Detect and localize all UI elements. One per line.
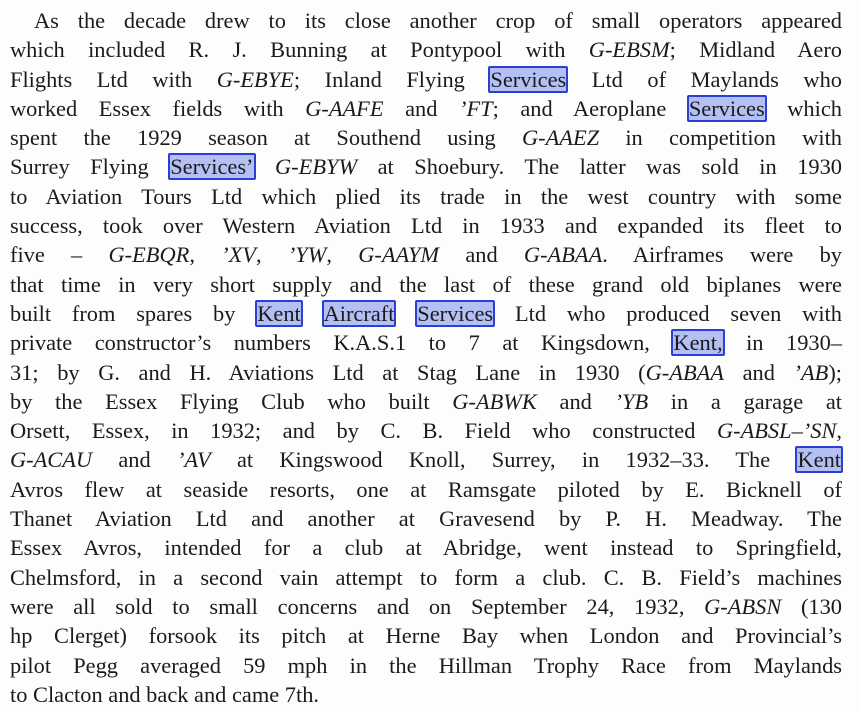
body-paragraph xyxy=(10,6,842,709)
text-line xyxy=(10,680,842,709)
aircraft-registration: ’AB xyxy=(793,359,829,385)
aircraft-registration: G-AAYM xyxy=(358,242,440,268)
text-segment: As the decade drew to its close another crop of small operators appeared xyxy=(34,8,842,33)
highlighted-term: Services xyxy=(417,300,494,326)
highlighted-term: Kent xyxy=(797,447,841,473)
text-segment: by the Essex Flying Club who built xyxy=(10,388,453,414)
text-segment: and xyxy=(439,242,524,268)
aircraft-registration: G-ACAU xyxy=(10,447,93,473)
text-segment: in competition with xyxy=(599,125,842,151)
text-segment: in a garage at xyxy=(648,388,842,414)
text-line xyxy=(10,152,842,181)
aircraft-registration: G-ABSL xyxy=(716,418,792,444)
text-line xyxy=(10,592,842,621)
text-segment: Ltd of Maylands who xyxy=(567,66,842,92)
aircraft-registration: G-AAEZ xyxy=(521,125,600,151)
text-segment xyxy=(302,301,323,326)
text-segment: spent the 1929 season at Southend using xyxy=(10,125,522,151)
aircraft-registration: G-ABAA xyxy=(523,242,603,268)
text-segment: and xyxy=(92,447,177,473)
text-line xyxy=(10,240,842,269)
highlighted-term: Services’ xyxy=(170,154,254,180)
aircraft-registration: ’XV xyxy=(221,242,256,268)
text-segment: ; Inland Flying xyxy=(293,66,490,92)
text-line xyxy=(10,563,842,592)
text-line xyxy=(10,65,842,94)
text-line xyxy=(10,504,842,533)
text-segment: ); xyxy=(828,359,843,385)
text-line xyxy=(10,358,842,387)
text-line xyxy=(10,182,842,211)
text-segment: Ltd who produced seven with xyxy=(494,300,842,326)
text-segment xyxy=(395,301,416,326)
text-line xyxy=(10,387,842,416)
text-segment: to Clacton and back and came 7th. xyxy=(10,681,320,707)
text-line xyxy=(10,445,842,474)
aircraft-registration: G-ABSN xyxy=(704,593,782,619)
text-segment: at Shoebury. The latter was sold in 1930 xyxy=(357,154,842,180)
highlighted-term: Services xyxy=(490,66,567,92)
text-segment: that time in very short supply and the last of these grand old biplanes were xyxy=(10,271,842,297)
text-line xyxy=(10,416,842,445)
text-segment: 31; by G. and H. Aviations Ltd at Stag Lane in 1930 ( xyxy=(10,359,646,385)
text-segment: Flights Ltd with xyxy=(10,66,217,92)
text-line xyxy=(10,651,842,680)
text-segment: were all sold to small concerns and on September 24, 1932, xyxy=(10,593,705,619)
text-segment: and xyxy=(536,388,615,414)
text-segment: Avros flew at seaside resorts, one at Ramsgate piloted by E. Bicknell of xyxy=(10,476,842,502)
aircraft-registration: G-EBSM xyxy=(588,37,670,63)
aircraft-registration: G-ABAA xyxy=(645,359,724,385)
text-line xyxy=(10,533,842,562)
text-segment: , xyxy=(189,242,222,268)
aircraft-registration: G-EBYE xyxy=(216,66,294,92)
text-segment: which xyxy=(765,95,842,121)
text-line xyxy=(10,123,842,152)
text-segment: hp Clerget) forsook its pitch at Herne Bay when London and Provincial’s xyxy=(10,623,842,649)
text-segment: Thanet Aviation Ltd and another at Gravesend by P. H. Meadway. The xyxy=(10,506,842,532)
aircraft-registration: ’YB xyxy=(614,388,649,414)
text-segment: which included R. J. Bunning at Pontypool with xyxy=(10,37,589,63)
text-segment: success, took over Western Aviation Ltd in 1933 and expanded its fleet to xyxy=(10,213,842,239)
text-segment: built from spares by xyxy=(10,300,257,326)
text-segment: (130 xyxy=(781,593,842,619)
text-segment: in 1930– xyxy=(723,330,843,356)
text-line xyxy=(10,6,842,35)
text-segment: to Aviation Tours Ltd which plied its trade in the west country with some xyxy=(10,183,842,209)
text-line xyxy=(10,211,842,240)
aircraft-registration: ’YW xyxy=(287,242,327,268)
text-line xyxy=(10,299,842,328)
aircraft-registration: G-EBQR xyxy=(108,242,190,268)
aircraft-registration: G-AAFE xyxy=(305,95,384,121)
text-segment: Essex Avros, intended for a club at Abridge, went instead to Springfield, xyxy=(10,535,842,561)
text-segment: Orsett, Essex, in 1932; and by C. B. Field who constructed xyxy=(10,418,717,444)
text-segment: and xyxy=(383,95,459,121)
text-segment: and xyxy=(723,359,794,385)
text-segment: ; and Aeroplane xyxy=(492,95,688,121)
highlighted-term: Kent xyxy=(257,300,301,326)
aircraft-registration: ’AV xyxy=(176,447,211,473)
text-segment: pilot Pegg averaged 59 mph in the Hillman Trophy Race from Maylands xyxy=(10,652,842,678)
text-segment: , xyxy=(326,242,359,268)
aircraft-registration: ’SN xyxy=(802,418,837,444)
aircraft-registration: G-EBYW xyxy=(275,154,358,180)
text-line xyxy=(10,94,842,123)
aircraft-registration: ’FT xyxy=(458,95,493,121)
text-segment: Surrey Flying xyxy=(10,154,170,180)
text-segment: ; Midland Aero xyxy=(669,37,842,63)
text-segment: at Kingswood Knoll, Surrey, in 1932–33. The xyxy=(210,447,797,473)
highlighted-term: Aircraft xyxy=(323,300,395,326)
text-line xyxy=(10,621,842,650)
text-segment: . Airframes were by xyxy=(602,242,842,268)
text-line xyxy=(10,270,842,299)
highlighted-term: Services xyxy=(688,95,765,121)
text-segment: , xyxy=(836,418,842,444)
text-line xyxy=(10,475,842,504)
highlighted-term: Kent, xyxy=(673,330,723,356)
text-segment: five – xyxy=(10,242,109,268)
text-line xyxy=(10,35,842,64)
text-line xyxy=(10,328,842,357)
text-segment: Chelmsford, in a second vain attempt to form a club. C. B. Field’s machines xyxy=(10,564,842,590)
text-segment: private constructor’s numbers K.A.S.1 to 7 at Kingsdown, xyxy=(10,330,673,356)
text-segment: – xyxy=(791,418,803,444)
aircraft-registration: G-ABWK xyxy=(452,388,537,414)
text-segment: worked Essex fields with xyxy=(10,95,306,121)
text-segment: , xyxy=(255,242,288,268)
text-segment xyxy=(255,154,276,179)
